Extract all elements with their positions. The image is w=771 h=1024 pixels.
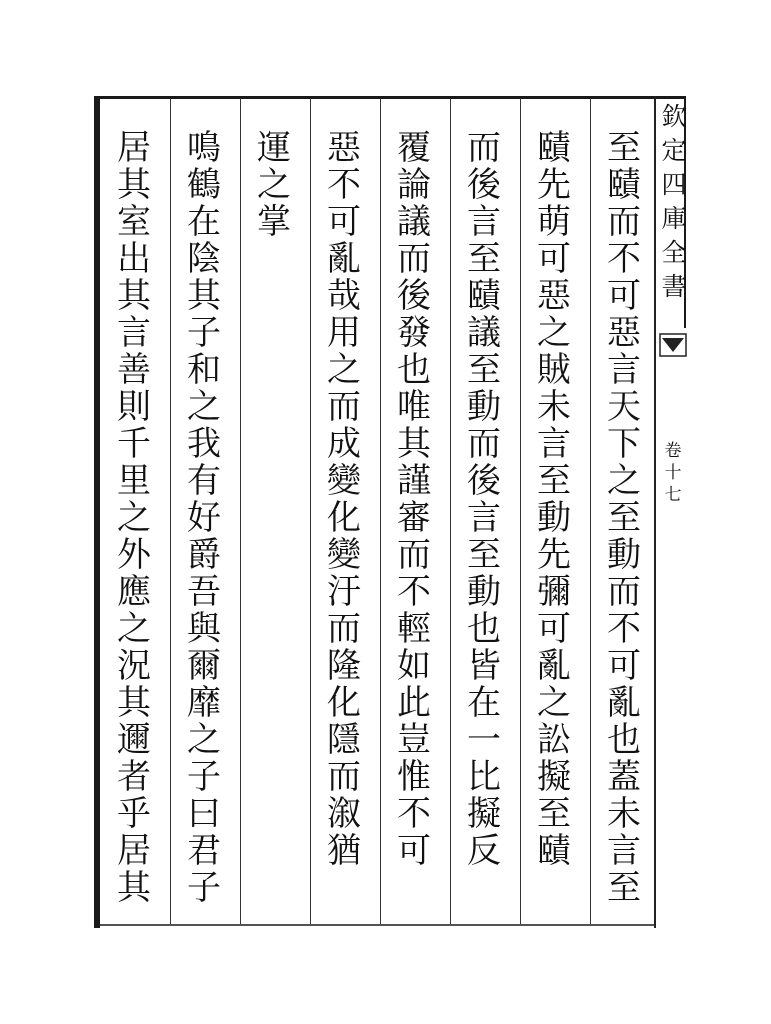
text-char: 擬 (537, 757, 571, 797)
text-char: 子 (187, 868, 221, 908)
column-rule (380, 98, 381, 924)
text-char: 議 (397, 202, 431, 242)
text-char: 其 (117, 868, 151, 908)
text-char: 而 (327, 387, 361, 427)
text-char: 曰 (187, 794, 221, 834)
text-char: 可 (537, 239, 571, 279)
text-char: 而 (467, 128, 501, 168)
text-char: 里 (117, 461, 151, 501)
text-char: 之 (117, 498, 151, 538)
text-char: 我 (187, 424, 221, 464)
margin-juan (662, 440, 684, 506)
text-char: 後 (467, 165, 501, 205)
text-char: 萌 (537, 202, 571, 242)
text-char: 也 (467, 609, 501, 649)
text-char: 至 (537, 461, 571, 501)
text-char: 豈 (397, 720, 431, 760)
text-column-4 (390, 130, 438, 870)
text-char: 之 (327, 350, 361, 390)
margin-juan-char: 十 (664, 463, 682, 483)
text-char: 君 (187, 831, 221, 871)
text-char: 言 (537, 424, 571, 464)
text-char: 亂 (607, 683, 641, 723)
text-char: 爵 (187, 535, 221, 575)
text-char: 而 (327, 609, 361, 649)
text-char: 外 (117, 535, 151, 575)
text-char: 至 (467, 535, 501, 575)
margin-title-char: 四 (661, 170, 687, 199)
text-char: 之 (537, 313, 571, 353)
text-char: 賾 (607, 165, 641, 205)
text-char: 可 (327, 202, 361, 242)
text-char: 言 (607, 831, 641, 871)
text-char: 化 (327, 683, 361, 723)
text-char: 動 (607, 535, 641, 575)
text-char: 也 (397, 350, 431, 390)
text-char: 至 (607, 498, 641, 538)
text-char: 可 (537, 609, 571, 649)
text-char: 者 (117, 757, 151, 797)
text-char: 議 (467, 313, 501, 353)
text-char: 擬 (467, 794, 501, 834)
text-char: 賾 (537, 831, 571, 871)
text-char: 則 (117, 387, 151, 427)
text-char: 至 (467, 239, 501, 279)
text-char: 惡 (537, 276, 571, 316)
column-rule (170, 98, 171, 924)
margin-title-char: 定 (661, 136, 687, 165)
text-column-7 (180, 130, 228, 907)
column-rule (590, 98, 591, 924)
text-char: 謹 (397, 461, 431, 501)
column-rule (240, 98, 241, 924)
text-char: 出 (117, 239, 151, 279)
text-column-6 (250, 130, 298, 241)
text-char: 賾 (467, 276, 501, 316)
text-char: 之 (187, 387, 221, 427)
text-char: 不 (397, 794, 431, 834)
text-char: 陰 (187, 239, 221, 279)
text-char: 後 (467, 461, 501, 501)
text-char: 其 (187, 276, 221, 316)
text-char: 一 (467, 720, 501, 760)
text-char: 彌 (537, 572, 571, 612)
text-char: 隆 (327, 646, 361, 686)
margin-title-char: 書 (661, 272, 687, 301)
text-char: 而 (327, 757, 361, 797)
text-column-2 (530, 130, 578, 870)
text-char: 論 (397, 165, 431, 205)
text-char: 居 (117, 831, 151, 871)
text-char: 吾 (187, 572, 221, 612)
column-rule (520, 98, 521, 924)
text-char: 隱 (327, 720, 361, 760)
text-char: 鶴 (187, 165, 221, 205)
text-char: 而 (607, 572, 641, 612)
text-char: 千 (117, 424, 151, 464)
text-char: 天 (607, 387, 641, 427)
margin-title-char: 庫 (661, 204, 687, 233)
text-char: 惡 (327, 128, 361, 168)
text-char: 言 (117, 313, 151, 353)
text-char: 之 (607, 461, 641, 501)
text-char: 子 (187, 757, 221, 797)
text-column-1 (600, 130, 648, 907)
text-char: 也 (607, 720, 641, 760)
margin-title (659, 100, 689, 304)
text-char: 亂 (327, 239, 361, 279)
text-char: 子 (187, 313, 221, 353)
text-char: 唯 (397, 387, 431, 427)
margin-inner-rule (654, 96, 656, 928)
text-char: 先 (537, 165, 571, 205)
text-char: 不 (397, 572, 431, 612)
text-char: 居 (117, 128, 151, 168)
text-char: 邇 (117, 720, 151, 760)
text-char: 變 (327, 461, 361, 501)
text-char: 未 (607, 794, 641, 834)
text-char: 之 (537, 683, 571, 723)
margin-juan-char: 七 (664, 485, 682, 505)
text-char: 皆 (467, 646, 501, 686)
text-char: 而 (397, 535, 431, 575)
text-char: 用 (327, 313, 361, 353)
text-char: 有 (187, 461, 221, 501)
text-char: 可 (607, 276, 641, 316)
text-char: 至 (537, 794, 571, 834)
text-char: 其 (117, 165, 151, 205)
text-char: 溆 (327, 794, 361, 834)
frame-bottom-border (94, 924, 654, 926)
text-char: 哉 (327, 276, 361, 316)
text-char: 比 (467, 757, 501, 797)
text-char: 先 (537, 535, 571, 575)
text-char: 可 (607, 646, 641, 686)
text-char: 至 (607, 128, 641, 168)
text-char: 而 (607, 202, 641, 242)
text-char: 不 (607, 239, 641, 279)
document-page (94, 96, 690, 932)
text-char: 訟 (537, 720, 571, 760)
text-char: 亂 (537, 646, 571, 686)
text-char: 動 (537, 498, 571, 538)
text-char: 之 (257, 165, 291, 205)
text-char: 輕 (397, 609, 431, 649)
text-char: 在 (187, 202, 221, 242)
text-char: 應 (117, 572, 151, 612)
text-char: 運 (257, 128, 291, 168)
text-column-5 (320, 130, 368, 870)
text-char: 好 (187, 498, 221, 538)
margin-title-char: 全 (661, 238, 687, 267)
text-char: 未 (537, 387, 571, 427)
text-char: 下 (607, 424, 641, 464)
text-char: 此 (397, 683, 431, 723)
text-char: 而 (467, 424, 501, 464)
text-char: 其 (117, 276, 151, 316)
text-char: 惡 (607, 313, 641, 353)
text-char: 不 (327, 165, 361, 205)
frame-left-border (94, 96, 100, 928)
text-char: 鳴 (187, 128, 221, 168)
text-char: 掌 (257, 202, 291, 242)
text-char: 動 (467, 387, 501, 427)
margin-juan-char: 卷 (664, 441, 682, 461)
text-char: 而 (397, 239, 431, 279)
column-rule (310, 98, 311, 924)
text-char: 乎 (117, 794, 151, 834)
text-char: 覆 (397, 128, 431, 168)
text-char: 動 (467, 572, 501, 612)
text-char: 賊 (537, 350, 571, 390)
margin-title-char: 欽 (661, 102, 687, 131)
column-rule (450, 98, 451, 924)
text-char: 在 (467, 683, 501, 723)
text-char: 善 (117, 350, 151, 390)
text-char: 與 (187, 609, 221, 649)
text-char: 言 (467, 498, 501, 538)
text-char: 成 (327, 424, 361, 464)
text-char: 室 (117, 202, 151, 242)
text-char: 之 (187, 720, 221, 760)
text-char: 如 (397, 646, 431, 686)
text-char: 和 (187, 350, 221, 390)
text-char: 汙 (327, 572, 361, 612)
text-char: 至 (467, 350, 501, 390)
text-char: 後 (397, 276, 431, 316)
text-column-8 (110, 130, 158, 907)
text-char: 化 (327, 498, 361, 538)
text-char: 爾 (187, 646, 221, 686)
text-char: 變 (327, 535, 361, 575)
text-char: 反 (467, 831, 501, 871)
text-char: 蓋 (607, 757, 641, 797)
text-column-3 (460, 130, 508, 870)
text-char: 審 (397, 498, 431, 538)
text-char: 靡 (187, 683, 221, 723)
text-char: 不 (607, 609, 641, 649)
text-char: 其 (117, 683, 151, 723)
fish-tail-mark-icon (658, 332, 688, 358)
text-char: 賾 (537, 128, 571, 168)
text-char: 發 (397, 313, 431, 353)
text-char: 之 (117, 609, 151, 649)
text-char: 言 (467, 202, 501, 242)
text-char: 可 (397, 831, 431, 871)
text-char: 猶 (327, 831, 361, 871)
text-char: 惟 (397, 757, 431, 797)
text-char: 至 (607, 868, 641, 908)
text-char: 況 (117, 646, 151, 686)
text-char: 其 (397, 424, 431, 464)
frame-top-border (94, 96, 684, 99)
text-char: 言 (607, 350, 641, 390)
